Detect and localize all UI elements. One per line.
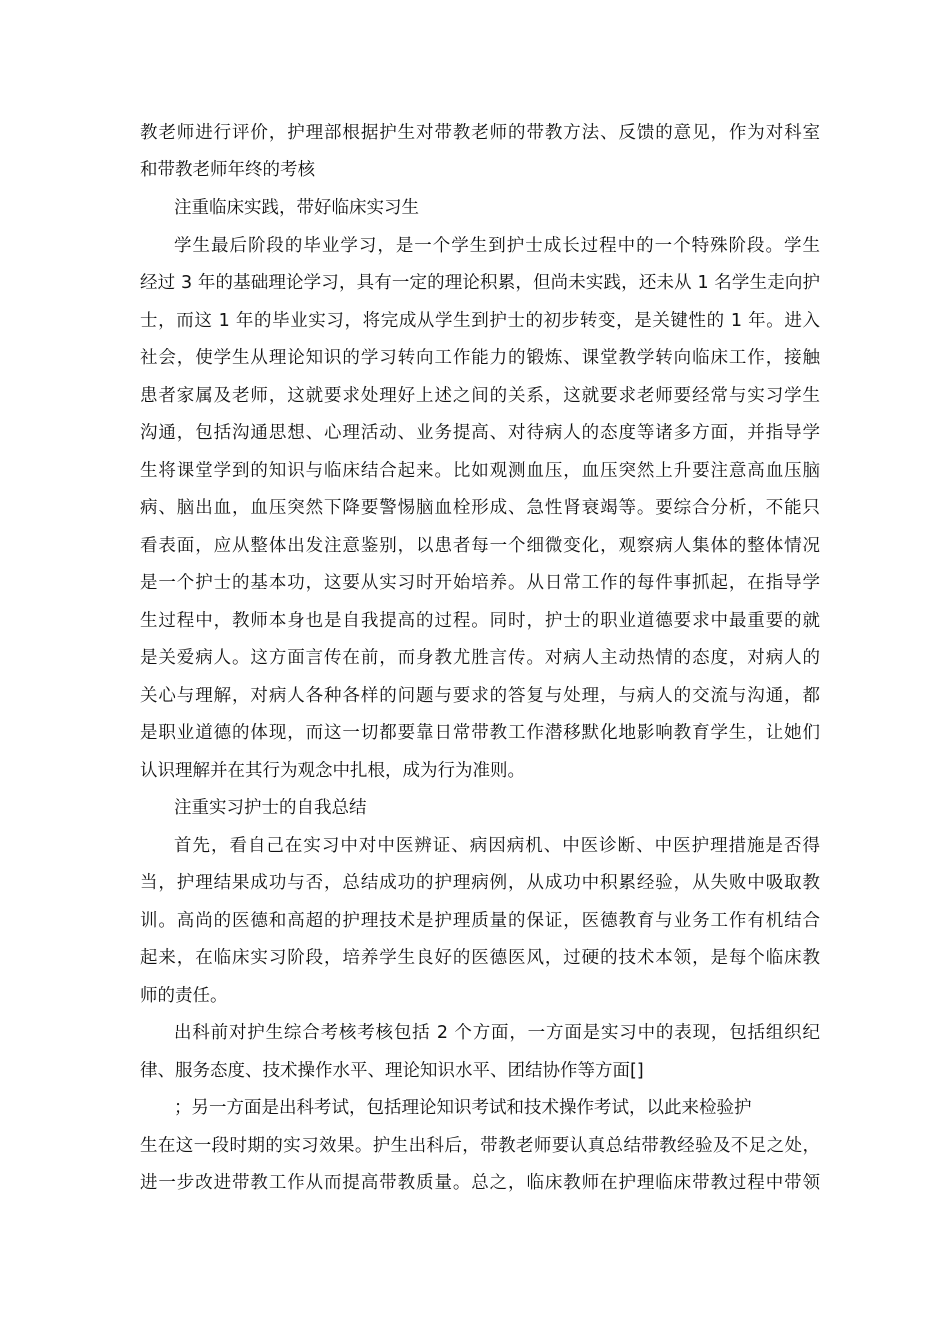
text-line: 进一步改进带教工作从而提高带教质量。总之，临床教师在护理临床带教过程中带领	[140, 1173, 820, 1193]
text-line: 教老师进行评价，护理部根据护生对带教老师的带教方法、反馈的意见，作为对科室	[140, 123, 820, 143]
section-heading: 注重临床实践，带好临床实习生	[174, 198, 419, 218]
section-heading: 注重实习护士的自我总结	[174, 798, 367, 818]
text-line: 生将课堂学到的知识与临床结合起来。比如观测血压，血压突然上升要注意高血压脑	[140, 461, 820, 481]
text-line: 看表面，应从整体出发注意鉴别，以患者每一个细微变化，观察病人集体的整体情况	[140, 536, 820, 556]
text-line: 是关爱病人。这方面言传在前，而身教尤胜言传。对病人主动热情的态度，对病人的	[140, 648, 820, 668]
text-line: 和带教老师年终的考核	[140, 160, 315, 180]
text-line: 患者家属及老师，这就要求处理好上述之间的关系，这就要求老师要经常与实习学生	[140, 386, 820, 406]
text-line: 训。高尚的医德和高超的护理技术是护理质量的保证，医德教育与业务工作有机结合	[140, 911, 820, 931]
text-line: 士，而这 1 年的毕业实习，将完成从学生到护士的初步转变，是关键性的 1 年。进入	[140, 311, 820, 331]
text-line: 经过 3 年的基础理论学习，具有一定的理论积累，但尚未实践，还未从 1 名学生走向护	[140, 273, 820, 293]
text-line: 沟通，包括沟通思想、心理活动、业务提高、对待病人的态度等诸多方面，并指导学	[140, 423, 820, 443]
text-line: 师的责任。	[140, 986, 228, 1006]
text-line: 是职业道德的体现，而这一切都要靠日常带教工作潜移默化地影响教育学生，让她们	[140, 723, 820, 743]
text-line: 出科前对护生综合考核考核包括 2 个方面，一方面是实习中的表现，包括组织纪	[174, 1023, 820, 1043]
text-line: 关心与理解，对病人各种各样的问题与要求的答复与处理，与病人的交流与沟通，都	[140, 686, 820, 706]
text-line: 是一个护士的基本功，这要从实习时开始培养。从日常工作的每件事抓起，在指导学	[140, 573, 820, 593]
text-line: 当，护理结果成功与否，总结成功的护理病例，从成功中积累经验，从失败中吸取教	[140, 873, 820, 893]
text-line: ；另一方面是出科考试，包括理论知识考试和技术操作考试，以此来检验护	[174, 1098, 752, 1118]
text-line: 病、脑出血，血压突然下降要警惕脑血栓形成、急性肾衰竭等。要综合分析，不能只	[140, 498, 820, 518]
text-line: 认识理解并在其行为观念中扎根，成为行为准则。	[140, 761, 525, 781]
text-line: 首先，看自己在实习中对中医辨证、病因病机、中医诊断、中医护理措施是否得	[174, 836, 820, 856]
text-line: 社会，使学生从理论知识的学习转向工作能力的锻炼、课堂教学转向临床工作，接触	[140, 348, 820, 368]
text-line: 律、服务态度、技术操作水平、理论知识水平、团结协作等方面[]	[140, 1061, 644, 1081]
text-line: 生在这一段时期的实习效果。护生出科后，带教老师要认真总结带教经验及不足之处，	[140, 1136, 820, 1156]
text-line: 学生最后阶段的毕业学习，是一个学生到护士成长过程中的一个特殊阶段。学生	[174, 236, 820, 256]
text-line: 生过程中，教师本身也是自我提高的过程。同时，护士的职业道德要求中最重要的就	[140, 611, 820, 631]
text-line: 起来，在临床实习阶段，培养学生良好的医德医风，过硬的技术本领，是每个临床教	[140, 948, 820, 968]
